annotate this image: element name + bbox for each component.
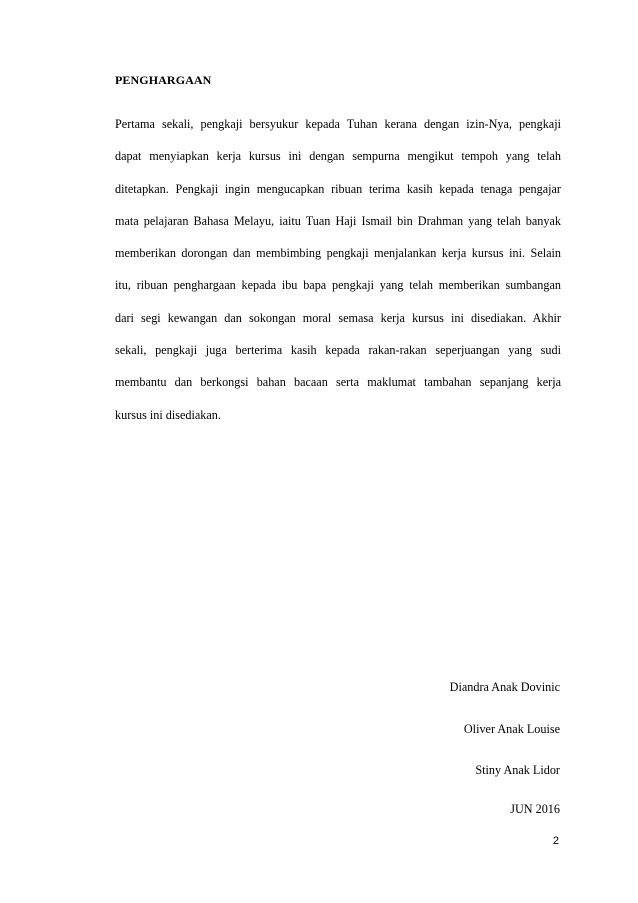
paragraph-line: dapat menyiapkan kerja kursus ini dengan sempurna mengikut tempoh yang telah: [115, 149, 561, 164]
paragraph-line: Pertama sekali, pengkaji bersyukur kepada Tuhan kerana dengan izin-Nya, pengkaji: [115, 117, 561, 131]
paragraph-line: itu, ribuan penghargaan kepada ibu bapa pengkaji yang telah memberikan sumbangan: [115, 278, 561, 293]
page-heading: PENGHARGAAN: [115, 73, 212, 87]
acknowledgement-paragraph: [115, 116, 561, 439]
signatory-name: Stiny Anak Lidor: [475, 763, 560, 777]
paragraph-line: dari segi kewangan dan sokongan moral semasa kerja kursus ini disediakan. Akhir: [115, 310, 561, 325]
paragraph-line: ditetapkan. Pengkaji ingin mengucapkan ribuan terima kasih kepada tenaga pengajar: [115, 181, 561, 196]
page-number: 2: [552, 835, 559, 847]
paragraph-line: membantu dan berkongsi bahan bacaan serta maklumat tambahan sepanjang kerja: [115, 375, 561, 390]
signatory-name: Diandra Anak Dovinic: [449, 680, 560, 694]
paragraph-line: memberikan dorongan dan membimbing pengkaji menjalankan kerja kursus ini. Selain: [115, 246, 561, 261]
paragraph-line: sekali, pengkaji juga berterima kasih kepada rakan-rakan seperjuangan yang sudi: [115, 343, 561, 358]
signatory-name: Oliver Anak Louise: [463, 722, 560, 736]
paragraph-line-last: kursus ini disediakan.: [115, 407, 221, 422]
paragraph-line: mata pelajaran Bahasa Melayu, iaitu Tuan Haji Ismail bin Drahman yang telah banyak: [115, 213, 561, 228]
document-date: JUN 2016: [510, 802, 560, 816]
